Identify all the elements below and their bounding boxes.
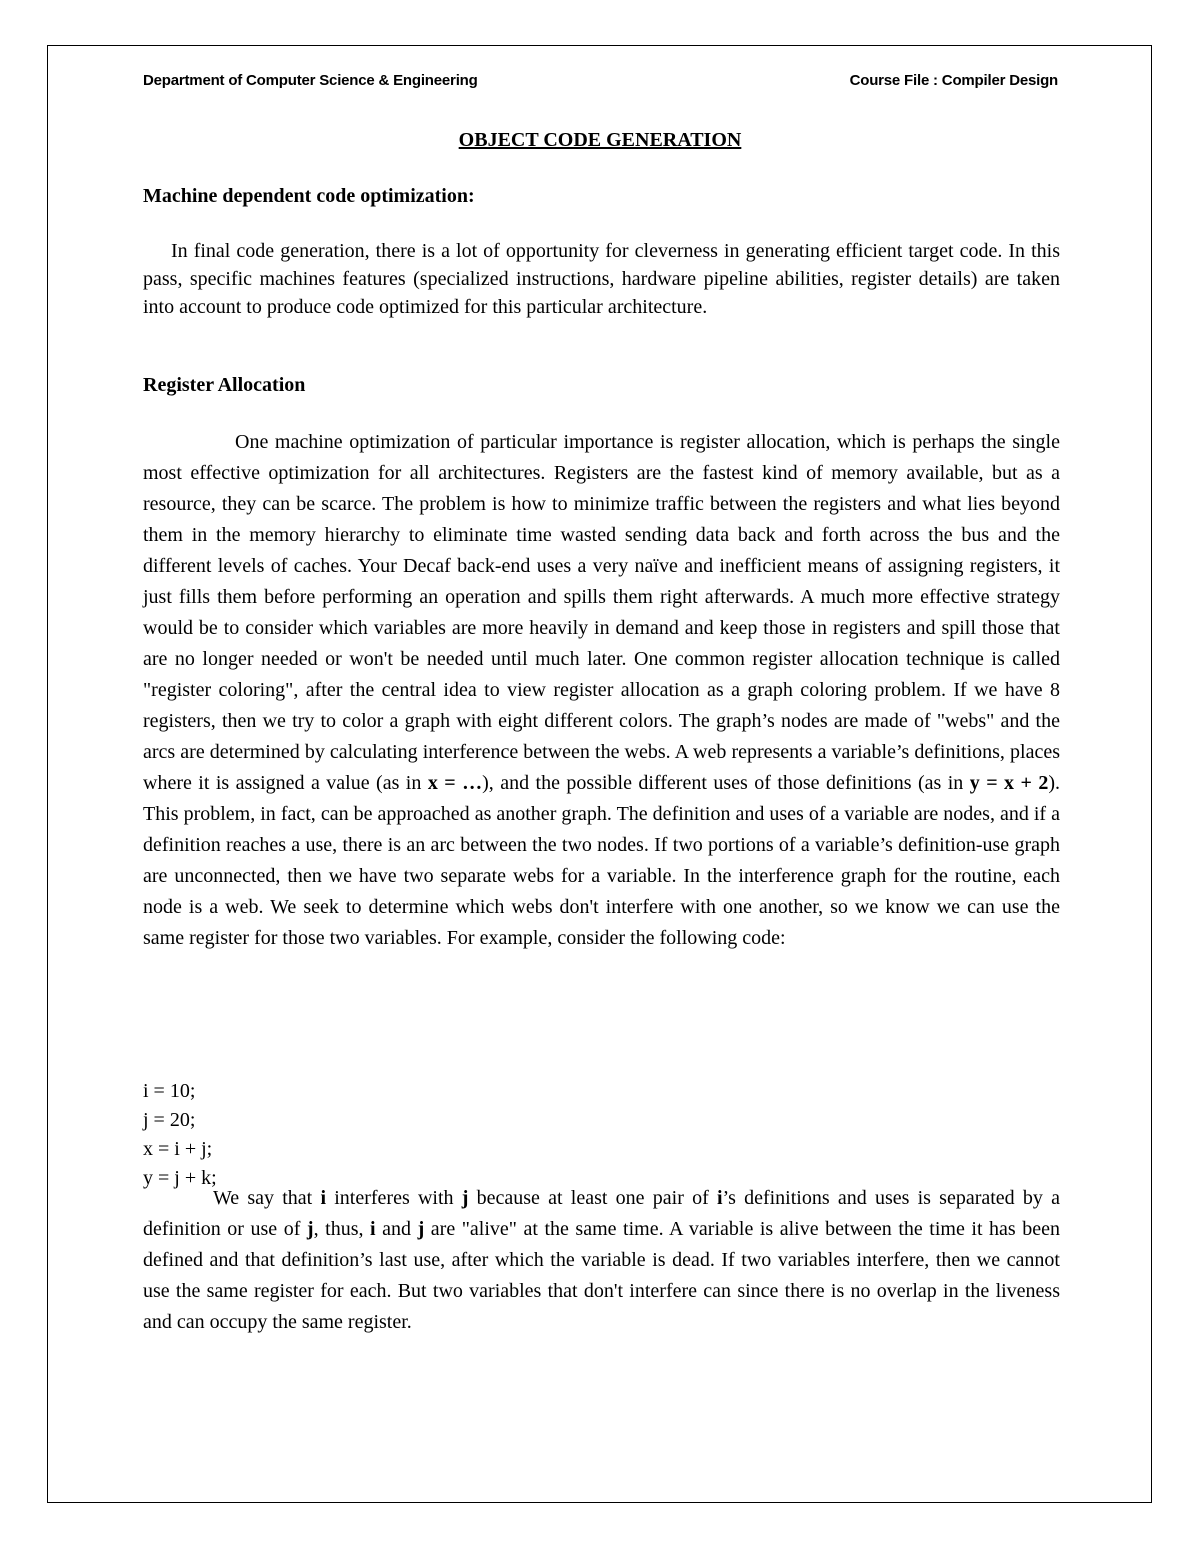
paragraph-text: ). This problem, in fact, can be approached as another graph. The definition and uses of a variable are nodes, and if a definition reaches a use, there is an arc between the two nodes. If two portions of a variable’s definition-use graph are unconnected, then we have two separate webs for a variable. In the interference graph for the routine, each node is a web. We seek to determine which webs don't interfere with one another, so we know we can use the same register for those two variables. For example, consider the following code: [143, 772, 1060, 949]
paragraph-text: We say that [213, 1187, 321, 1209]
variable-j: j [461, 1187, 469, 1209]
variable-i: i [370, 1218, 376, 1240]
code-line: x = i + j; [143, 1138, 213, 1160]
variable-j: j [306, 1218, 314, 1240]
paragraph-text: interferes with [326, 1187, 462, 1209]
code-line: i = 10; [143, 1080, 196, 1102]
page-header [143, 72, 1058, 94]
paragraph-text: One machine optimization of particular importance is register allocation, which is perhaps the single most effective optimization for all architectures. Registers are the fastest kind of memory available, but as a resource, they can be scarce. The problem is how to minimize traffic between the registers and what lies beyond them in the memory hierarchy to eliminate time wasted sending data back and forth across the bus and the different levels of caches. Your Decaf back-end uses a very naïve and inefficient means of assigning registers, it just fills them before performing an operation and spills them right afterwards. A much more effective strategy would be to consider which variables are more heavily in demand and keep those in registers and spill those that are no longer needed or won't be needed until much later. One common register allocation technique is called "register coloring", after the central idea to view register allocation as a graph coloring problem. If we have 8 registers, then we try to color a graph with eight different colors. The graph’s nodes are made of "webs" and the arcs are determined by calculating interference between the webs. A web represents a variable’s definitions, places where it is assigned a value (as in [143, 431, 1060, 794]
code-example [143, 1077, 217, 1193]
paragraph-text: because at least one pair of [468, 1187, 717, 1209]
paragraph-text: , thus, [313, 1218, 371, 1240]
heading-machine-dependent-optimization: Machine dependent code optimization: [143, 185, 475, 207]
paragraph-text: ’s definitions and uses is separated by a definition or use of [143, 1187, 1060, 1240]
paragraph-text: are "alive" at the same time. A variable is alive between the time it has been defined and that definition’s last use, after which the variable is dead. If two variables interfere, then we cannot use the same register for each. But two variables that don't interfere can since there is no overlap in the liveness and can occupy the same register. [143, 1218, 1061, 1333]
inline-code-x: x = … [427, 772, 483, 794]
inline-code-y: y = x + 2 [969, 772, 1049, 794]
paragraph-text: and [375, 1218, 418, 1240]
variable-i: i [716, 1187, 723, 1209]
paragraph-final-code-generation: In final code generation, there is a lot of opportunity for cleverness in generating efficient target code. In this pass, specific machines features (specialized instructions, hardware pipeline abilities, register details) are taken into account to produce code optimized for this particular architecture. [143, 240, 1060, 318]
heading-register-allocation: Register Allocation [143, 374, 306, 396]
variable-i: i [320, 1187, 327, 1209]
paragraph-register-allocation [143, 427, 1060, 954]
code-line: j = 20; [143, 1109, 196, 1131]
code-line: y = j + k; [143, 1167, 217, 1189]
header-course-file: Course File : Compiler Design [849, 72, 1058, 89]
variable-j: j [417, 1218, 425, 1240]
paragraph-text: ), and the possible different uses of those definitions (as in [482, 772, 970, 794]
header-department: Department of Computer Science & Engineering [143, 72, 478, 89]
page-title: OBJECT CODE GENERATION [458, 129, 742, 151]
paragraph-interference [143, 1183, 1060, 1338]
